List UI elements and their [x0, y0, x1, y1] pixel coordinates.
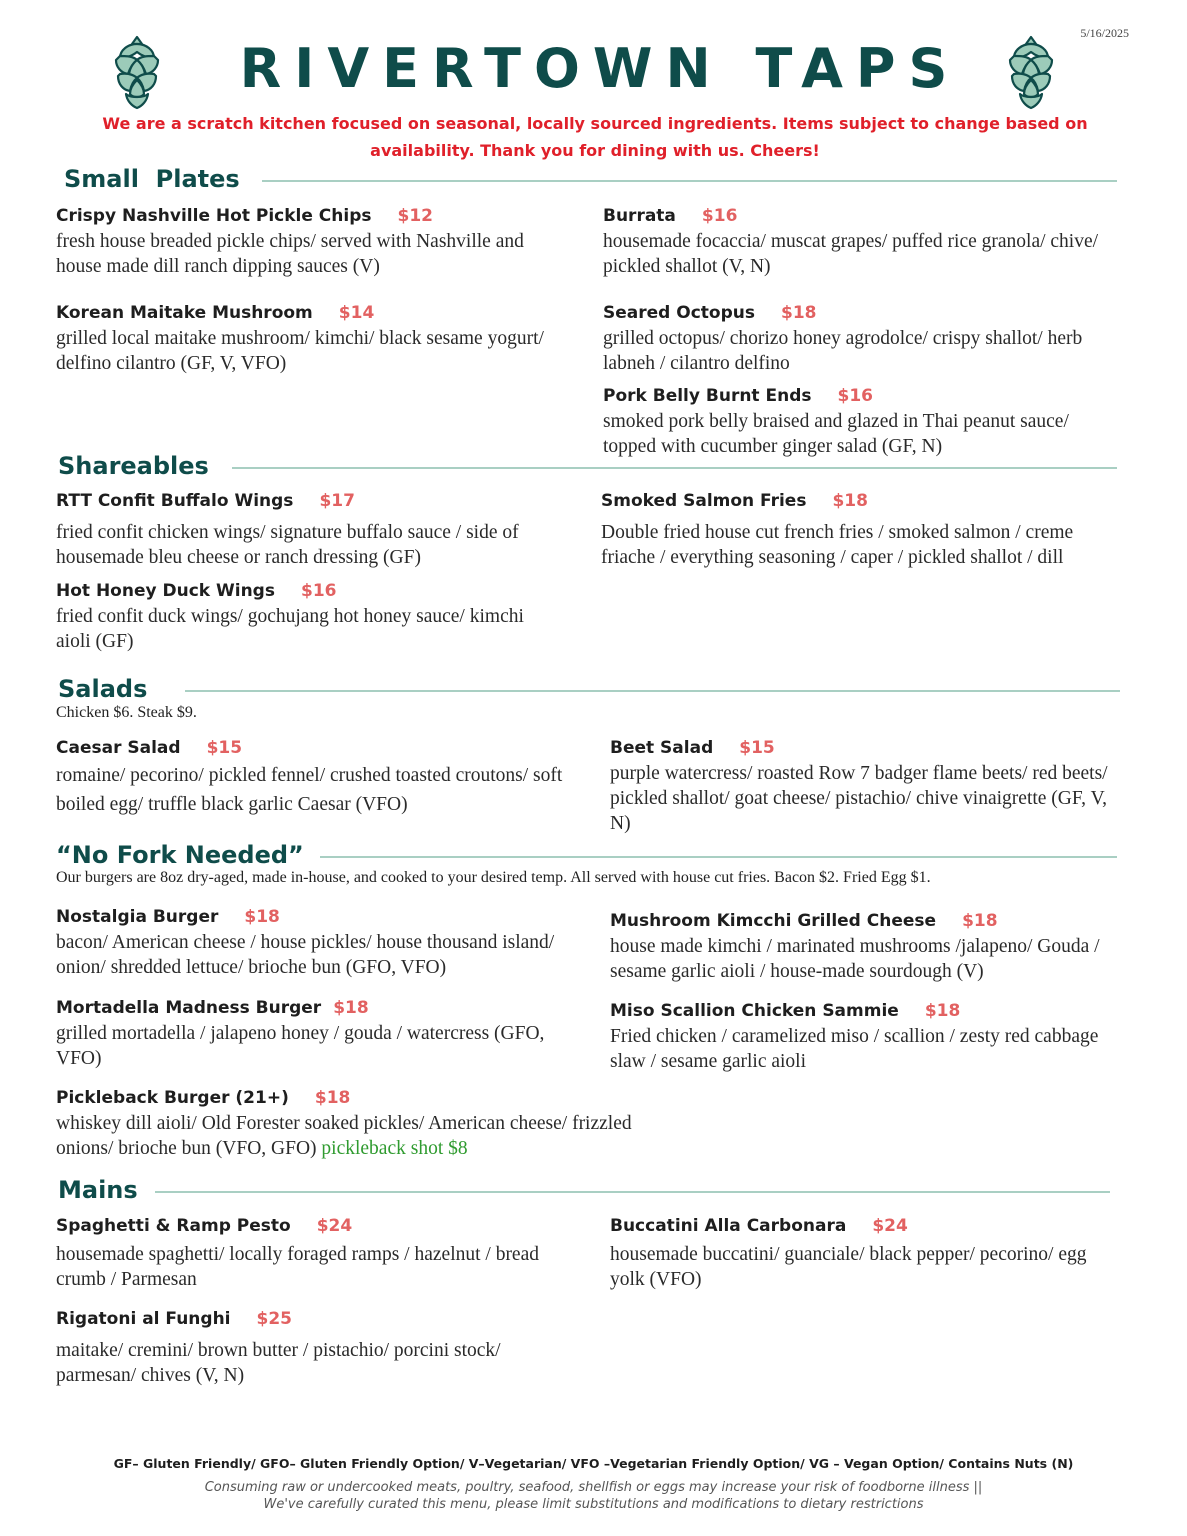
- item-description: housemade spaghetti/ locally foraged ramps / hazelnut / bread crumb / Parmesan: [56, 1244, 539, 1290]
- item-price: $18: [314, 1088, 351, 1108]
- burger-note: Our burgers are 8oz dry-aged, made in-house, and cooked to your desired temp. All served with house cut fries. Bacon $2. Fried Egg $1.: [56, 869, 931, 886]
- item-name: Miso Scallion Chicken Sammie: [610, 1001, 899, 1021]
- menu-item: [610, 1000, 1110, 1074]
- section-divider: [232, 467, 1117, 469]
- item-description: purple watercress/ roasted Row 7 badger flame beets/ red beets/ pickled shallot/ goat cheese/ pistachio/ chive vinaigrette (GF, V, N): [610, 763, 1108, 834]
- item-description: grilled octopus/ chorizo honey agrodolce/ crispy shallot/ herb labneh / cilantro delfino: [603, 328, 1083, 374]
- item-name: Beet Salad: [610, 738, 714, 758]
- item-price: $16: [300, 581, 337, 601]
- item-description: Fried chicken / caramelized miso / scallion / zesty red cabbage slaw / sesame garlic aioli: [610, 1026, 1099, 1072]
- menu-item: [603, 385, 1113, 459]
- item-description: grilled mortadella / jalapeno honey / gouda / watercress (GFO, VFO): [56, 1023, 545, 1069]
- item-name: Mushroom Kimcchi Grilled Cheese: [610, 911, 937, 931]
- intro-line: availability. Thank you for dining with us. Cheers!: [370, 141, 820, 160]
- section-title: Shareables: [58, 452, 209, 480]
- section-shareables: [0, 451, 1187, 481]
- menu-item: [56, 302, 556, 376]
- item-price: $15: [206, 738, 243, 758]
- section-title: “No Fork Needed”: [56, 841, 304, 869]
- brand-header: [0, 34, 1187, 104]
- hop-cone-icon: [1000, 34, 1062, 112]
- item-price: $24: [316, 1216, 353, 1236]
- disclaimer-line: Consuming raw or undercooked meats, poultry, seafood, shellfish or eggs may increase your risk of foodborne illness ||: [204, 1480, 983, 1495]
- item-price: $18: [962, 911, 998, 931]
- item-description: housemade buccatini/ guanciale/ black pepper/ pecorino/ egg yolk (VFO): [610, 1244, 1087, 1290]
- item-name: Crispy Nashville Hot Pickle Chips: [56, 206, 372, 226]
- item-name: Nostalgia Burger: [56, 907, 219, 927]
- menu-item: [603, 205, 1113, 279]
- salad-addon-note: Chicken $6. Steak $9.: [56, 704, 197, 721]
- item-price: $16: [701, 206, 738, 226]
- menu-item: [603, 302, 1113, 376]
- section-title: Mains: [58, 1176, 138, 1204]
- hop-cone-icon: [106, 34, 168, 112]
- item-name: Caesar Salad: [56, 738, 181, 758]
- item-price: $18: [333, 998, 369, 1018]
- item-description: fried confit chicken wings/ signature buffalo sauce / side of housemade bleu cheese or ranch dressing (GF): [56, 522, 519, 568]
- menu-item: [610, 1215, 1120, 1292]
- menu-item: [601, 490, 1101, 570]
- menu-item: [610, 910, 1130, 984]
- menu-item: [56, 1087, 696, 1161]
- item-name: Pork Belly Burnt Ends: [603, 386, 812, 406]
- item-description: whiskey dill aioli/ Old Forester soaked pickles/ American cheese/ frizzled onions/ brioche bun (VFO, GFO): [56, 1113, 632, 1159]
- menu-item: [56, 580, 556, 654]
- pickleback-shot-addon: pickleback shot $8: [321, 1138, 468, 1159]
- item-name: Pickleback Burger (21+): [56, 1088, 289, 1108]
- section-mains: [0, 1175, 1187, 1205]
- menu-item: [56, 1215, 556, 1292]
- item-name: Seared Octopus: [603, 303, 755, 323]
- menu-item: [56, 906, 576, 980]
- section-divider: [262, 180, 1117, 182]
- menu-item: [610, 737, 1110, 836]
- item-description: fresh house breaded pickle chips/ served with Nashville and house made dill ranch dipping sauces (V): [56, 231, 524, 277]
- item-price: $12: [397, 206, 433, 226]
- intro-line: We are a scratch kitchen focused on seasonal, locally sourced ingredients. Items subject to change based on: [102, 114, 1088, 133]
- item-price: $18: [924, 1001, 961, 1021]
- item-price: $18: [780, 303, 817, 323]
- item-description: smoked pork belly braised and glazed in Thai peanut sauce/ topped with cucumber ginger salad (GF, N): [603, 411, 1069, 457]
- item-price: $18: [244, 907, 280, 927]
- item-description: Double fried house cut french fries / smoked salmon / creme friache / everything seasoning / caper / pickled shallot / dill: [601, 522, 1074, 568]
- intro-message: [70, 110, 1120, 164]
- menu-item: [56, 1308, 576, 1388]
- item-name: RTT Confit Buffalo Wings: [56, 491, 294, 511]
- item-description: housemade focaccia/ muscat grapes/ puffed rice granola/ chive/ pickled shallot (V, N): [603, 231, 1099, 277]
- section-title: Small Plates: [64, 165, 240, 193]
- item-name: Korean Maitake Mushroom: [56, 303, 313, 323]
- section-no-fork-needed: [0, 840, 1187, 870]
- section-divider: [185, 690, 1120, 692]
- item-name: Rigatoni al Funghi: [56, 1309, 231, 1329]
- menu-item: [56, 490, 576, 570]
- restaurant-name: RIVERTOWN TAPS: [239, 37, 961, 100]
- item-description: bacon/ American cheese / house pickles/ house thousand island/ onion/ shredded lettuce/ brioche bun (GFO, VFO): [56, 932, 555, 978]
- item-description: maitake/ cremini/ brown butter / pistachio/ porcini stock/ parmesan/ chives (V, N): [56, 1340, 501, 1386]
- menu-item: [56, 205, 556, 279]
- food-safety-disclaimer: [0, 1479, 1187, 1513]
- menu-item: [56, 997, 556, 1071]
- item-description: fried confit duck wings/ gochujang hot honey sauce/ kimchi aioli (GF): [56, 606, 524, 652]
- item-price: $16: [837, 386, 873, 406]
- disclaimer-line: We've carefully curated this menu, please limit substitutions and modifications to dietary restrictions: [263, 1497, 924, 1512]
- item-name: Burrata: [603, 206, 676, 226]
- item-description: romaine/ pecorino/ pickled fennel/ crushed toasted croutons/ soft boiled egg/ truffle black garlic Caesar (VFO): [56, 765, 563, 815]
- section-salads: [0, 674, 1187, 704]
- section-divider: [155, 1191, 1110, 1193]
- item-price: $18: [832, 491, 868, 511]
- item-description: grilled local maitake mushroom/ kimchi/ black sesame yogurt/ delfino cilantro (GF, V, VFO): [56, 328, 544, 374]
- section-small-plates: [0, 164, 1187, 194]
- item-price: $24: [872, 1216, 908, 1236]
- item-price: $15: [739, 738, 775, 758]
- menu-item: [56, 737, 576, 819]
- item-price: $25: [256, 1309, 292, 1329]
- menu-date: 5/16/2025: [1080, 26, 1129, 40]
- item-price: $14: [338, 303, 375, 323]
- item-name: Hot Honey Duck Wings: [56, 581, 275, 601]
- item-name: Spaghetti & Ramp Pesto: [56, 1216, 291, 1236]
- item-name: Buccatini Alla Carbonara: [610, 1216, 847, 1236]
- section-title: Salads: [58, 675, 148, 703]
- section-divider: [320, 856, 1117, 858]
- item-price: $17: [319, 491, 355, 511]
- item-name: Mortadella Madness Burger: [56, 998, 322, 1018]
- item-name: Smoked Salmon Fries: [601, 491, 807, 511]
- dietary-legend: GF– Gluten Friendly/ GFO– Gluten Friendly Option/ V–Vegetarian/ VFO –Vegetarian Friendly Option/ VG – Vegan Option/ Contains Nuts (N): [113, 1456, 1074, 1471]
- item-description: house made kimchi / marinated mushrooms /jalapeno/ Gouda / sesame garlic aioli / house-made sourdough (V): [610, 936, 1100, 982]
